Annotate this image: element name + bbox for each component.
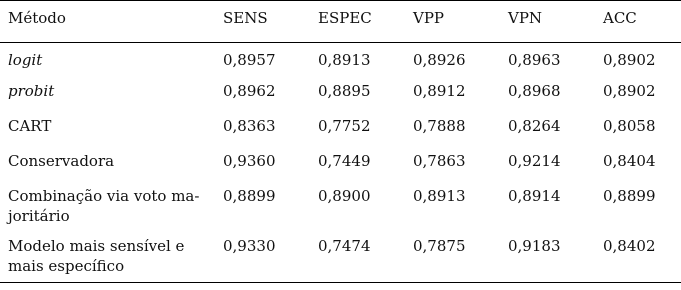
header-acc: ACC xyxy=(595,1,681,43)
vpp-cell: 0,8913 xyxy=(413,187,466,205)
table-row xyxy=(0,43,681,82)
sens-cell: 0,8899 xyxy=(223,187,276,205)
vpn-cell: 0,9214 xyxy=(508,152,561,170)
vpp-cell: 0,7863 xyxy=(413,152,466,170)
method-line-1: Modelo mais sensível e xyxy=(8,237,185,255)
sens-cell: 0,9360 xyxy=(223,152,276,170)
vpp-cell: 0,7875 xyxy=(405,236,500,283)
table-row xyxy=(0,151,681,186)
acc-cell: 0,8404 xyxy=(603,152,656,170)
method-cell xyxy=(0,186,215,236)
vpn-cell: 0,8968 xyxy=(508,82,561,100)
table-header-row xyxy=(0,1,681,43)
espec-cell: 0,7474 xyxy=(310,236,405,283)
espec-cell: 0,7752 xyxy=(318,117,371,135)
table-row xyxy=(0,81,681,116)
method-cell: probit xyxy=(8,82,55,100)
method-cell: CART xyxy=(8,117,52,135)
vpn-cell: 0,8914 xyxy=(508,187,561,205)
header-method: Método xyxy=(0,1,215,43)
sens-cell: 0,8962 xyxy=(223,82,276,100)
acc-cell: 0,8902 xyxy=(603,51,656,69)
acc-cell: 0,8899 xyxy=(603,187,656,205)
espec-cell: 0,8913 xyxy=(318,51,371,69)
acc-cell: 0,8902 xyxy=(603,82,656,100)
sens-cell: 0,8957 xyxy=(223,51,276,69)
espec-cell: 0,8900 xyxy=(318,187,371,205)
method-cell: Conservadora xyxy=(8,152,115,170)
espec-cell: 0,7449 xyxy=(318,152,371,170)
sens-cell: 0,9330 xyxy=(215,236,310,283)
vpp-cell: 0,8912 xyxy=(413,82,466,100)
method-line-1: Combinação via voto ma- xyxy=(8,187,200,205)
method-cell xyxy=(0,236,215,283)
method-cell: logit xyxy=(8,51,43,69)
espec-cell: 0,8895 xyxy=(318,82,371,100)
header-vpn: VPN xyxy=(500,1,595,43)
table-row xyxy=(0,236,681,283)
sens-cell: 0,8363 xyxy=(223,117,276,135)
vpn-cell: 0,8963 xyxy=(508,51,561,69)
header-vpp: VPP xyxy=(405,1,500,43)
table-row xyxy=(0,186,681,236)
vpn-cell: 0,8264 xyxy=(508,117,561,135)
vpp-cell: 0,8926 xyxy=(413,51,466,69)
header-espec: ESPEC xyxy=(310,1,405,43)
header-sens: SENS xyxy=(215,1,310,43)
vpp-cell: 0,7888 xyxy=(413,117,466,135)
method-line-2: joritário xyxy=(8,207,70,225)
acc-cell: 0,8058 xyxy=(603,117,656,135)
method-line-2: mais específico xyxy=(8,257,125,275)
vpn-cell: 0,9183 xyxy=(500,236,595,283)
acc-cell: 0,8402 xyxy=(595,236,681,283)
table-row xyxy=(0,116,681,151)
